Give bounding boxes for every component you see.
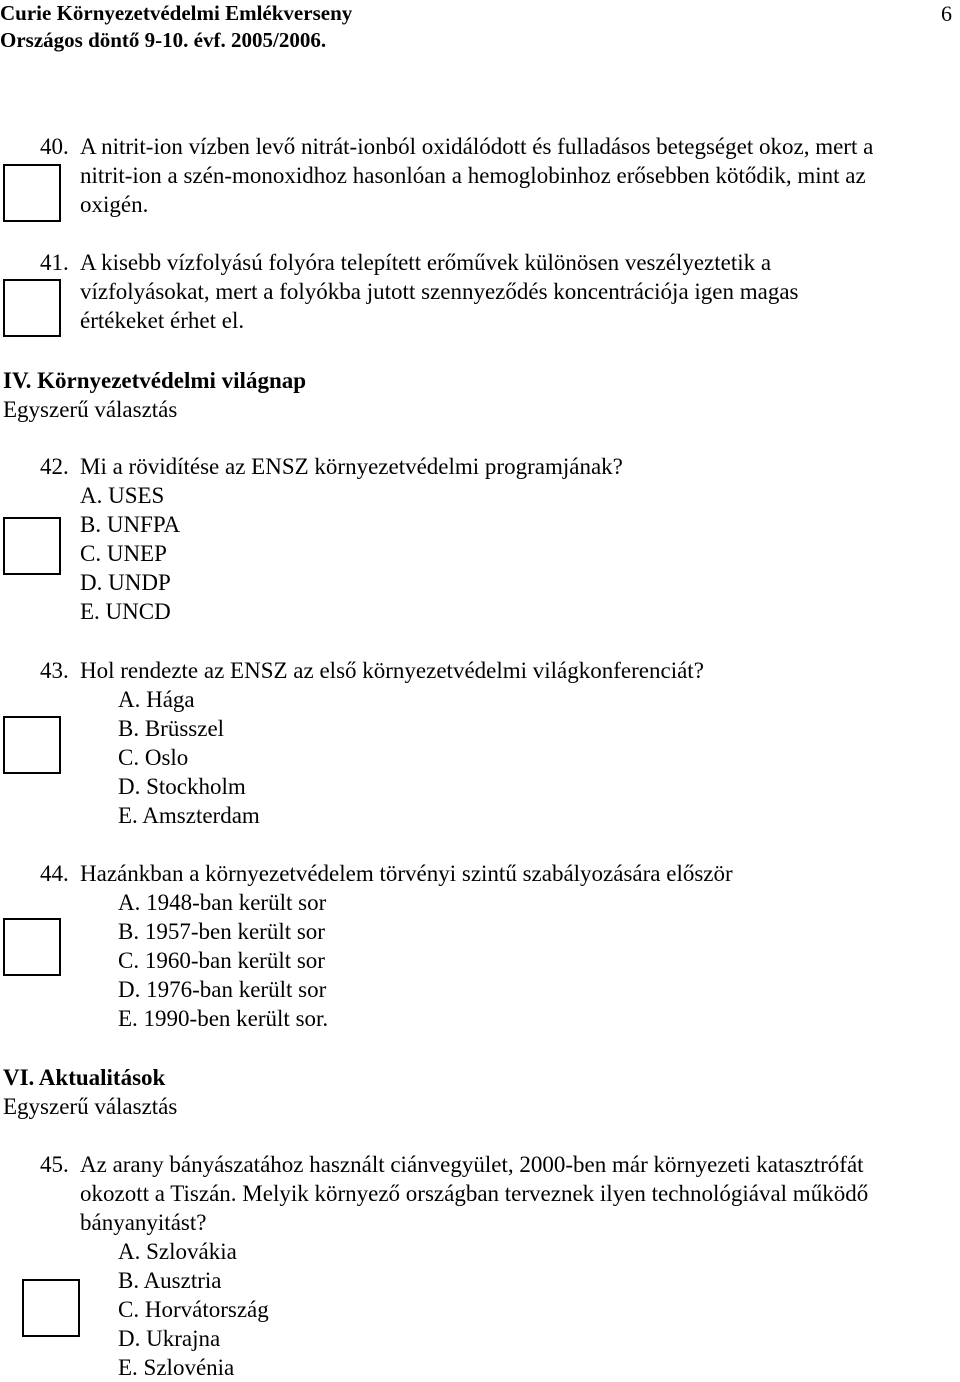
section-iv-subtitle: Egyszerű választás [3, 397, 178, 422]
question-45-option-a: A. Szlovákia [118, 1239, 237, 1264]
question-42-option-e: E. UNCD [80, 599, 171, 624]
question-45-line-3: bányanyitást? [80, 1210, 207, 1235]
question-44-option-c: C. 1960-ban került sor [118, 948, 325, 973]
answer-box-40[interactable] [3, 164, 61, 222]
question-41-line-2: vízfolyásokat, mert a folyókba jutott szennyeződés koncentrációja igen magas [80, 279, 799, 304]
question-44-option-d: D. 1976-ban került sor [118, 977, 327, 1002]
question-44-option-b: B. 1957-ben került sor [118, 919, 325, 944]
question-42-number: 42. [40, 454, 69, 479]
question-43-option-d: D. Stockholm [118, 774, 246, 799]
question-44-option-e: E. 1990-ben került sor. [118, 1006, 329, 1031]
question-44-option-a: A. 1948-ban került sor [118, 890, 327, 915]
question-40-line-2: nitrit-ion a szén-monoxidhoz hasonlóan a hemoglobinhoz erősebben kötődik, mint az [80, 163, 866, 188]
question-42-text: Mi a rövidítése az ENSZ környezetvédelmi programjának? [80, 454, 623, 479]
question-42-option-c: C. UNEP [80, 541, 167, 566]
question-42-option-b: B. UNFPA [80, 512, 181, 537]
question-41-number: 41. [40, 250, 69, 275]
question-43-text: Hol rendezte az ENSZ az első környezetvédelmi világkonferenciát? [80, 658, 704, 683]
answer-box-42[interactable] [3, 517, 61, 575]
answer-box-45[interactable] [22, 1279, 80, 1337]
question-40-line-3: oxigén. [80, 192, 149, 217]
question-41-line-3: értékeket érhet el. [80, 308, 245, 333]
question-45-option-e: E. Szlovénia [118, 1355, 235, 1380]
question-44-text: Hazánkban a környezetvédelem törvényi szintű szabályozására először [80, 861, 733, 886]
answer-box-43[interactable] [3, 716, 61, 774]
answer-box-41[interactable] [3, 279, 61, 337]
question-43-option-c: C. Oslo [118, 745, 189, 770]
document-header [0, 0, 352, 54]
section-iv-title: IV. Környezetvédelmi világnap [3, 368, 307, 393]
question-40-line-1: A nitrit-ion vízben levő nitrát-ionból oxidálódott és fulladásos betegséget okoz, mert a [80, 134, 874, 159]
question-45-number: 45. [40, 1152, 69, 1177]
question-43-option-a: A. Hága [118, 687, 195, 712]
question-43-option-e: E. Amszterdam [118, 803, 260, 828]
question-42-option-d: D. UNDP [80, 570, 171, 595]
question-45-option-c: C. Horvátország [118, 1297, 269, 1322]
question-43-option-b: B. Brüsszel [118, 716, 225, 741]
question-45-option-d: D. Ukrajna [118, 1326, 221, 1351]
competition-title: Curie Környezetvédelmi Emlékverseny [0, 1, 353, 25]
section-vi-subtitle: Egyszerű választás [3, 1094, 178, 1119]
answer-box-44[interactable] [3, 918, 61, 976]
question-43-number: 43. [40, 658, 69, 683]
competition-subtitle: Országos döntő 9-10. évf. 2005/2006. [0, 28, 327, 52]
question-40-number: 40. [40, 134, 69, 159]
question-42-option-a: A. USES [80, 483, 165, 508]
question-41-line-1: A kisebb vízfolyású folyóra telepített erőművek különösen veszélyeztetik a [80, 250, 772, 275]
page-number: 6 [941, 1, 952, 26]
question-44-number: 44. [40, 861, 69, 886]
question-45-line-2: okozott a Tiszán. Melyik környező országban terveznek ilyen technológiával működő [80, 1181, 869, 1206]
question-45-option-b: B. Ausztria [118, 1268, 222, 1293]
section-vi-title: VI. Aktualitások [3, 1065, 166, 1090]
question-45-line-1: Az arany bányászatához használt ciánvegyület, 2000-ben már környezeti katasztrófát [80, 1152, 864, 1177]
